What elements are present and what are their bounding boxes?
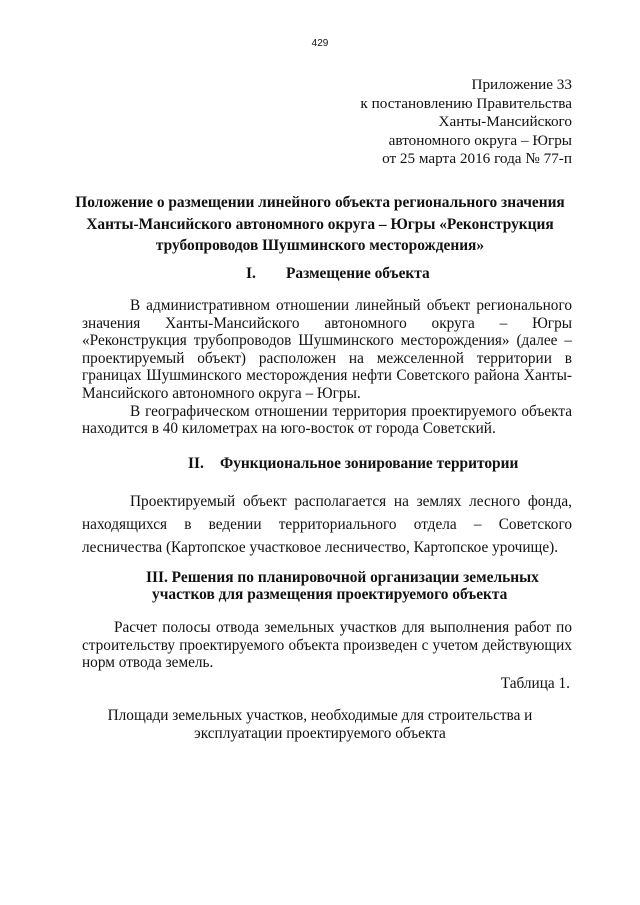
table-label: Таблица 1. (500, 675, 570, 692)
section-3-paragraph-1: Расчет полосы отвода земельных участков для выполнения работ по строительству проектируемого объекта произведен с учетом действующих норм отвода земель. (82, 619, 572, 672)
section-3-body (82, 619, 572, 672)
section-1-body (82, 297, 572, 438)
section-1-title: Размещение объекта (286, 265, 430, 282)
table-caption: Площади земельных участков, необходимые для строительства и эксплуатации проектируемого объекта (107, 707, 533, 742)
document-title: Положение о размещении линейного объекта регионального значения Ханты-Мансийского автономного округа – Югры «Реконструкция трубопроводов Шушминского месторождения» (75, 194, 565, 254)
appendix-line: Приложение 33 (471, 76, 572, 93)
section-2-title: Функциональное зонирование территории (220, 455, 519, 472)
section-3-heading-line-1: III. Решения по планировочной организации земельных (146, 569, 539, 586)
appendix-line: Ханты-Мансийского (438, 113, 572, 130)
appendix-block (360, 76, 572, 169)
appendix-line: автономного округа – Югры (388, 131, 572, 149)
section-1-paragraph-1: В административном отношении линейный объект регионального значения Ханты-Мансийского автономного округа – Югры «Реконструкция трубопроводов Шушминского месторождения» (далее – проектируемый объект) расположен на межселенной территории в границах Шушминского месторождения нефти Советского района Ханты-Мансийского автономного округа – Югры. (82, 297, 572, 402)
section-1-heading (246, 265, 430, 283)
section-1-paragraph-2: В географическом отношении территория проектируемого объекта находится в 40 километрах на юго-восток от города Советский. (82, 402, 572, 438)
section-2-number: II. (188, 455, 204, 472)
page-number: 429 (311, 38, 329, 49)
section-3-heading-line-2: участков для размещения проектируемого объекта (152, 586, 508, 603)
section-2-paragraph-1: Проектируемый объект располагается на землях лесного фонда, находящихся в ведении территориального отдела – Советского лесничества (Картопское участковое лесничество, Картопское урочище). (82, 493, 572, 556)
appendix-line: от 25 марта 2016 года № 77-п (382, 150, 572, 167)
section-2-heading (188, 455, 518, 473)
section-2-body (82, 490, 572, 559)
appendix-line: к постановлению Правительства (360, 94, 572, 112)
section-1-number: I. (246, 265, 256, 282)
